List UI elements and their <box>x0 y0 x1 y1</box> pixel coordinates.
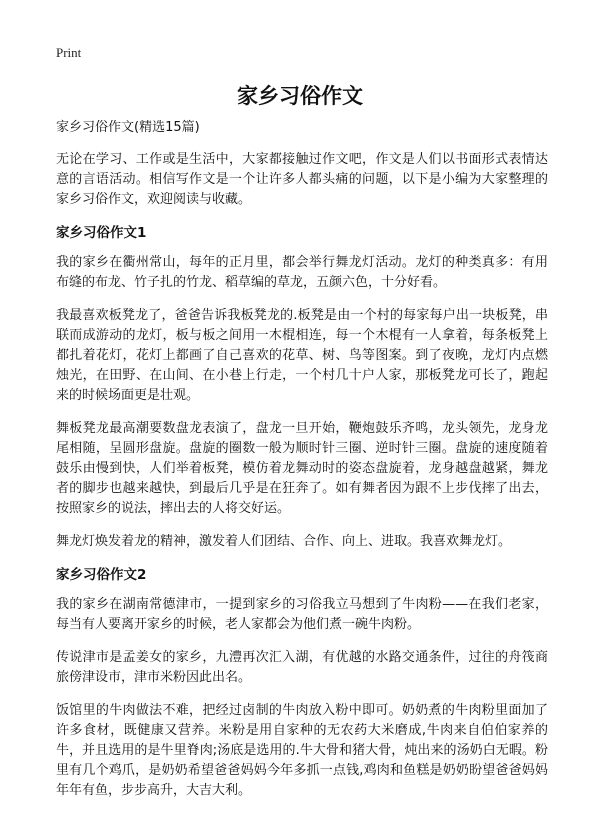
document-body <box>56 118 548 814</box>
section-heading-1: 家乡习俗作文1 <box>56 225 147 241</box>
section-heading-2: 家乡习俗作文2 <box>56 567 147 583</box>
section-1-paragraph-4: 舞龙灯焕发着龙的精神，激发着人们团结、合作、向上、进取。我喜欢舞龙灯。 <box>56 534 512 549</box>
print-link[interactable]: Print <box>56 45 82 60</box>
section-2-paragraph-3: 饭馆里的牛肉做法不难，把经过卤制的牛肉放入粉中即可。奶奶煮的牛肉粉里面加了许多食材，既健康又营养。米粉是用自家种的无农药大米磨成,牛肉来自伯伯家养的牛，并且选用的是牛里脊肉;汤底是选用的.牛大骨和猪大骨，炖出来的汤奶白无暇。粉里有几个鸡爪，是奶奶希望爸爸妈妈今年多抓一点钱,鸡肉和鱼糕是奶奶盼望爸爸妈妈年年有鱼，步步高升，大吉大利。 <box>56 703 548 798</box>
section-1-paragraph-3: 舞板凳龙最高潮要数盘龙表演了，盘龙一旦开始，鞭炮鼓乐齐鸣，龙头领先，龙身龙尾相随，呈圆形盘旋。盘旋的圈数一般为顺时针三圈、逆时针三圈。盘旋的速度随着鼓乐由慢到快，人们举着板凳，模仿着龙舞动时的姿态盘旋着，龙身越盘越紧，舞龙者的脚步也越来越快，到最后几乎是在狂奔了。如有舞者因为跟不上步伐摔了出去，按照家乡的说法，摔出去的人将交好运。 <box>56 421 548 516</box>
intro-paragraph: 无论在学习、工作或是生活中，大家都接触过作文吧，作文是人们以书面形式表情达意的言语活动。相信写作文是一个让许多人都头痛的问题，以下是小编为大家整理的家乡习俗作文，欢迎阅读与收藏。 <box>56 152 548 207</box>
section-1-paragraph-2: 我最喜欢板凳龙了，爸爸告诉我板凳龙的.板凳是由一个村的每家每户出一块板凳，串联而成游动的龙灯，板与板之间用一木棍相连，每一个木棍有一人拿着，每条板凳上都扎着花灯，花灯上都画了自己喜欢的花草、树、鸟等图案。到了夜晚，龙灯内点燃烛光，在田野、在山间、在小巷上行走，一个村几十户人家，那板凳龙可长了，跑起来的时候场面更是壮观。 <box>56 308 548 403</box>
document-subtitle: 家乡习俗作文(精选15篇) <box>56 120 200 135</box>
document-title: 家乡习俗作文 <box>237 84 363 108</box>
section-2-paragraph-1: 我的家乡在湖南常德津市，一提到家乡的习俗我立马想到了牛肉粉——在我们老家，每当有人要离开家乡的时候，老人家都会为他们煮一碗牛肉粉。 <box>56 597 548 632</box>
section-2-paragraph-2: 传说津市是孟姜女的家乡，九澧再次汇入湖，有优越的水路交通条件，过往的舟筏商旅傍津设市，津市米粉因此出名。 <box>56 650 548 685</box>
section-1-paragraph-1: 我的家乡在衢州常山，每年的正月里，都会举行舞龙灯活动。龙灯的种类真多：有用布缝的布龙、竹子扎的竹龙、稻草编的草龙，五颜六色，十分好看。 <box>56 255 548 290</box>
